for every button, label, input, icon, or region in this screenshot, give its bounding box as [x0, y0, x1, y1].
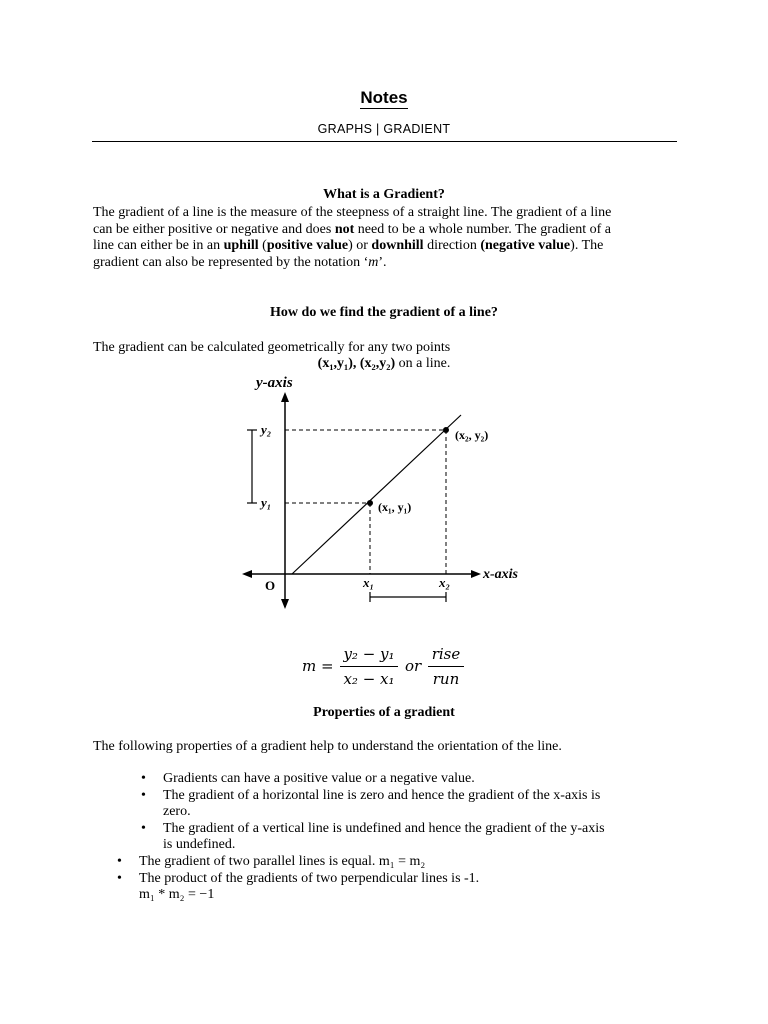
- list-item: • Gradients can have a positive value or a negative value.: [141, 771, 475, 786]
- list-item: • The gradient of a vertical line is undefined and hence the gradient of the y-axis is undefined.: [141, 820, 605, 852]
- formula-lhs: m =: [302, 657, 334, 675]
- formula-run: run: [432, 670, 460, 688]
- section-heading-properties: Properties of a gradient: [313, 705, 455, 720]
- notes-title: Notes: [360, 88, 408, 107]
- section-heading-what-is-gradient: What is a Gradient?: [323, 187, 445, 202]
- properties-intro: The following properties of a gradient help to understand the orientation of the line.: [93, 739, 562, 754]
- x-axis-label: x-axis: [483, 567, 518, 582]
- point-2-label: (x₂, y₂): [455, 428, 489, 442]
- point-1-label: (x₁, y₁): [378, 500, 412, 514]
- y1-label: y₁: [261, 495, 272, 510]
- y-axis-arrow-down-icon: [281, 599, 289, 609]
- header-divider: [92, 141, 677, 142]
- formula-or: or: [405, 657, 422, 675]
- formula-rise: rise: [431, 645, 461, 663]
- inner-bullet-list: [141, 771, 683, 854]
- list-item: • The product of the gradients of two perpendicular lines is -1. m₁ * m₂ = −1: [117, 870, 480, 902]
- y-axis-label: y-axis: [256, 375, 293, 391]
- gradient-definition-paragraph: The gradient of a line is the measure of the steepness of a straight line. The gradient of a line can be either positive or negative and does not need to be a whole number. The gradient of a line can either be in an uphill (positive value) or downhill direction (negative value). The gradient can also be represented by the notation ‘m’.: [93, 205, 612, 270]
- point-2: [443, 427, 449, 433]
- points-line: (x₁,y₁), (x₂,y₂) on a line.: [317, 356, 451, 371]
- list-item: • The gradient of a horizontal line is zero and hence the gradient of the x-axis is zero.: [141, 787, 601, 819]
- origin-label: O: [265, 578, 276, 593]
- outer-bullet-list: [117, 854, 679, 904]
- x1-label: x₁: [363, 575, 375, 590]
- gradient-diagram: [230, 368, 550, 613]
- x2-label: x₂: [439, 575, 451, 590]
- y2-label: y₂: [261, 422, 272, 437]
- y-axis-arrow-up-icon: [281, 392, 289, 402]
- calculation-intro-line: The gradient can be calculated geometrically for any two points: [93, 340, 451, 355]
- x-axis-arrow-right-icon: [471, 570, 481, 578]
- gradient-line: [292, 415, 461, 574]
- formula-numerator: y₂ − y₁: [343, 645, 395, 663]
- subtitle: GRAPHS | GRADIENT: [317, 122, 451, 136]
- point-1: [367, 500, 373, 506]
- section-heading-how-to-find: How do we find the gradient of a line?: [270, 305, 498, 320]
- x-axis-arrow-left-icon: [242, 570, 252, 578]
- gradient-formula: [300, 644, 500, 692]
- fraction-bar: [340, 666, 398, 667]
- list-item: • The gradient of two parallel lines is equal. m₁ = m₂: [117, 854, 426, 869]
- rise-run-bar: [428, 666, 464, 667]
- formula-denominator: x₂ − x₁: [343, 670, 395, 688]
